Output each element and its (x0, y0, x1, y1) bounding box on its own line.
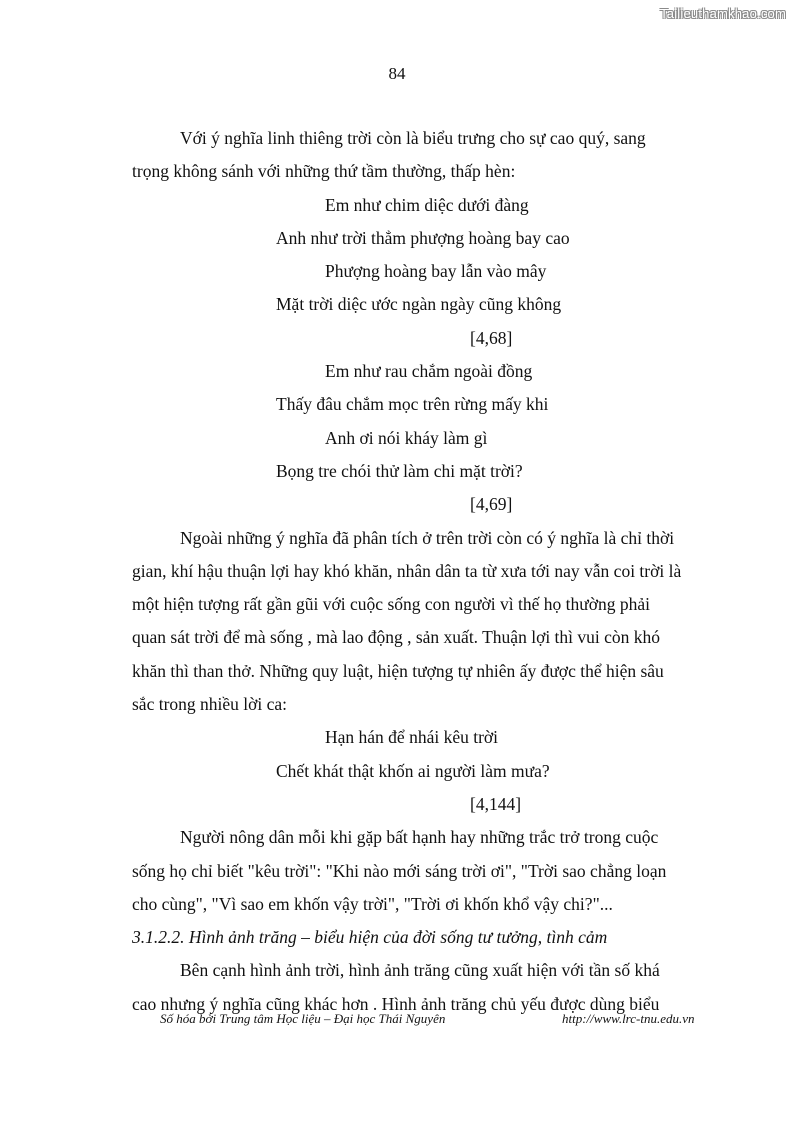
section-heading: 3.1.2.2. Hình ảnh trăng – biểu hiện của đời sống tư tưởng, tình cảm (132, 927, 608, 948)
paragraph-line: Ngoài những ý nghĩa đã phân tích ở trên trời còn có ý nghĩa là chỉ thời (180, 527, 675, 548)
page-number: 84 (388, 64, 406, 83)
paragraph-line: Với ý nghĩa linh thiêng trời còn là biểu trưng cho sự cao quý, sang (180, 128, 646, 148)
poem-line: Mặt trời diệc ước ngàn ngày cũng không (276, 294, 562, 315)
paragraph-line: sắc trong nhiều lời ca: (132, 694, 288, 715)
paragraph-line: sống họ chỉ biết "kêu trời": "Khi nào mới sáng trời ơi", "Trời sao chẳng loạn (132, 860, 667, 881)
poem-line: Hạn hán để nhái kêu trời (325, 727, 499, 748)
citation: [4,69] (470, 494, 513, 515)
footer-url: http://www.lrc-tnu.edu.vn (562, 1011, 695, 1026)
paragraph-line: Bên cạnh hình ảnh trời, hình ảnh trăng cũng xuất hiện với tần số khá (180, 960, 660, 981)
watermark-text: Tailieuthamkhao.com (660, 6, 786, 21)
paragraph-line: cho cùng", "Vì sao em khốn vậy trời", "Trời ơi khốn khổ vậy chi?"... (132, 893, 613, 914)
footer-source: Số hóa bởi Trung tâm Học liệu – Đại học Thái Nguyên (160, 1011, 446, 1026)
paragraph-line: khăn thì than thở. Những quy luật, hiện tượng tự nhiên ấy được thể hiện sâu (132, 660, 664, 681)
poem-line: Em như rau chắm ngoài đồng (325, 361, 533, 382)
paragraph-line: trọng không sánh với những thứ tầm thường, thấp hèn: (132, 161, 516, 182)
citation: [4,144] (470, 793, 522, 814)
document-body (132, 122, 718, 1021)
paragraph-line: Người nông dân mỗi khi gặp bất hạnh hay những trắc trở trong cuộc (180, 827, 659, 848)
poem-line: Phượng hoàng bay lẫn vào mây (325, 261, 547, 282)
paragraph-line: gian, khí hậu thuận lợi hay khó khăn, nhân dân ta từ xưa tới nay vẫn coi trời là (132, 560, 682, 581)
paragraph-line: cao nhưng ý nghĩa cũng khác hơn . Hình ảnh trăng chủ yếu được dùng biểu (132, 993, 660, 1014)
paragraph-line: quan sát trời để mà sống , mà lao động , sản xuất. Thuận lợi thì vui còn khó (132, 627, 661, 648)
poem-line: Anh như trời thẳm phượng hoàng bay cao (276, 227, 570, 248)
paragraph-line: một hiện tượng rất gần gũi với cuộc sống con người vì thế họ thường phải (132, 594, 650, 615)
poem-line: Anh ơi nói kháy làm gì (325, 427, 488, 448)
poem-line: Chết khát thật khốn ai người làm mưa? (276, 760, 550, 781)
citation: [4,68] (470, 327, 513, 348)
poem-line: Em như chim diệc dưới đàng (325, 194, 529, 215)
poem-line: Bọng tre chói thử làm chi mặt trời? (276, 460, 523, 481)
poem-line: Thấy đâu chắm mọc trên rừng mấy khi (276, 394, 549, 415)
